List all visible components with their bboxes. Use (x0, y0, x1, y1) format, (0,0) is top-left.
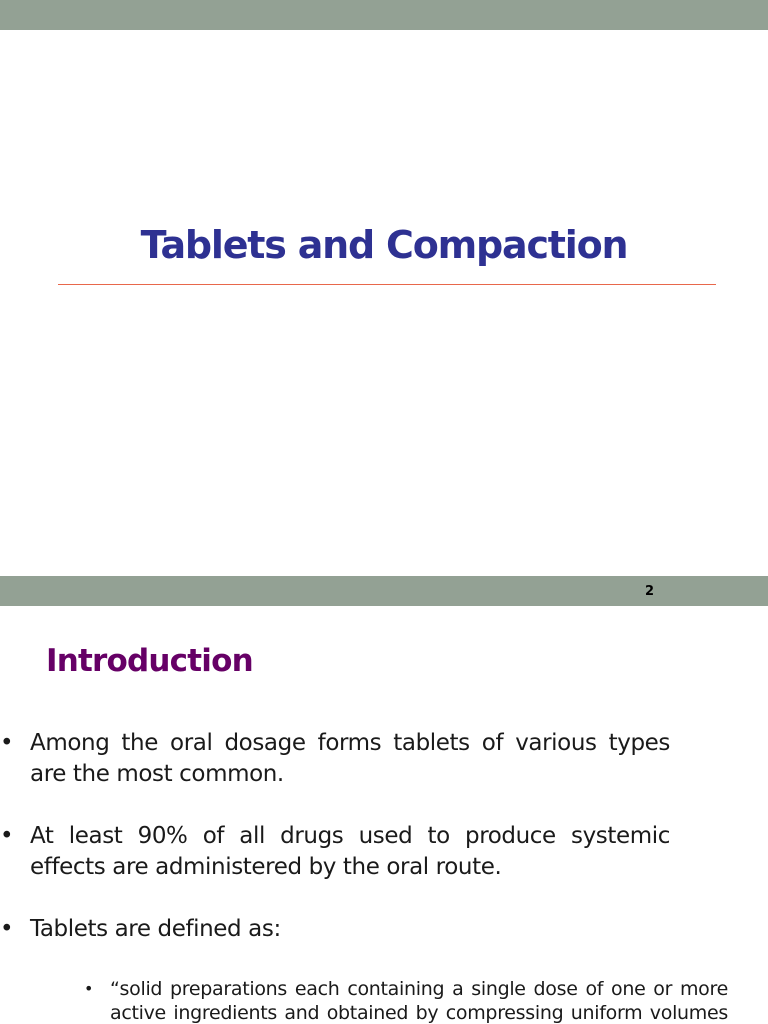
bullet-text: Tablets are defined as: (30, 916, 281, 942)
section-heading: Introduction (46, 643, 253, 679)
bullet-item (0, 914, 670, 945)
bullet-dot-icon: • (0, 730, 14, 756)
sub-bullet-item (84, 977, 728, 1024)
bullet-text: Among the oral dosage forms tablets of various types are the most common. (30, 730, 670, 787)
slide-title: Tablets and Compaction (140, 223, 628, 267)
bullet-dot-icon: • (0, 916, 14, 942)
sub-bullet-text: “solid preparations each containing a single dose of one or more active ingredients and obtained by compressing uniform volumes (110, 978, 728, 1024)
sub-bullet-dot-icon: • (84, 979, 94, 998)
title-underline-rule (58, 284, 716, 285)
bullet-item (0, 728, 670, 790)
page-number: 2 (645, 584, 655, 599)
bullet-dot-icon: • (0, 823, 14, 849)
slide-header-band (0, 0, 768, 30)
bullet-text: At least 90% of all drugs used to produce systemic effects are administered by the oral route. (30, 823, 670, 880)
bullet-item (0, 821, 670, 883)
